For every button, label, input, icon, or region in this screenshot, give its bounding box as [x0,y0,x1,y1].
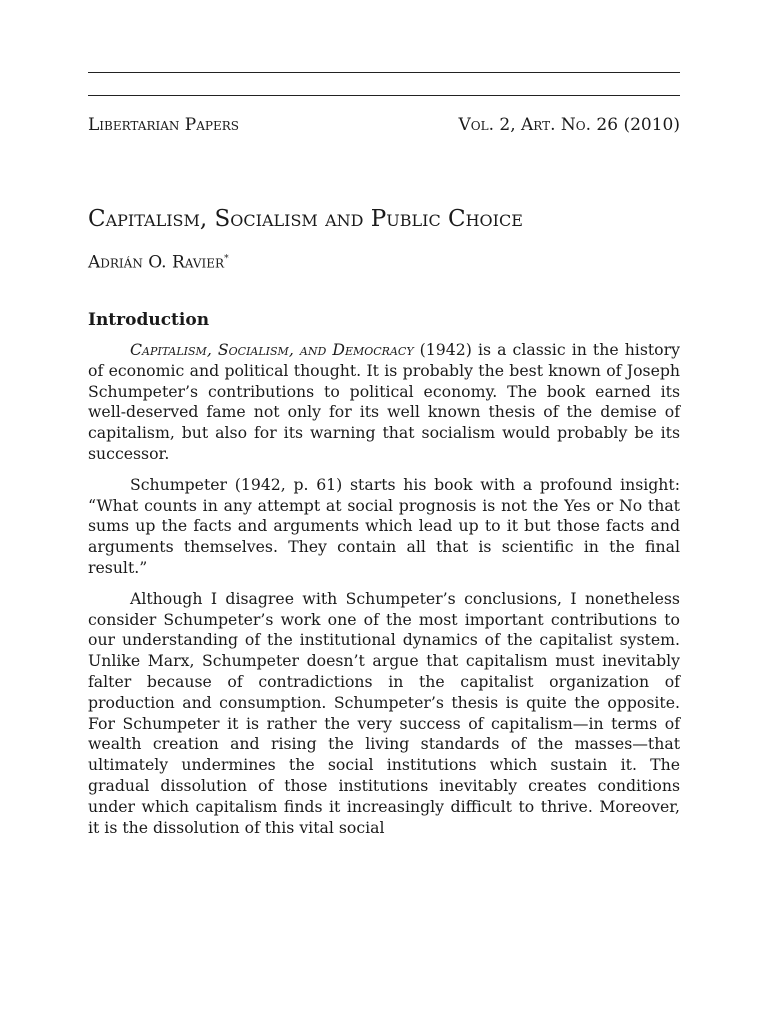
journal-name: Libertarian Papers [88,115,239,135]
paragraph-3: Although I disagree with Schumpeter’s conclusions, I nonetheless consider Schumpeter’s work one of the most important contributions to our understanding of the institutional dynamics of the capitalist system. Unlike Marx, Schumpeter doesn’t argue that capitalism must inevitably falter because of contradictions in the capitalist organization of production and consumption. Schumpeter’s thesis is quite the opposite. For Schumpeter it is rather the very success of capitalism—in terms of wealth creation and rising the living standards of the masses—that ultimately undermines the social institutions which sustain it. The gradual dissolution of those institutions inevitably creates conditions under which capitalism finds it increasingly difficult to thrive. Moreover, it is the dissolution of this vital social [88,588,680,837]
top-rule [88,72,680,73]
running-head [88,113,680,137]
paragraph-text: (1942) is a classic in the history of economic and political thought. It is probably the best known of Joseph Schumpeter’s contributions to political economy. The book earned its well-deserved fame not only for its well known thesis of the demise of capitalism, but also for its warning that socialism would probably be its successor. [88,340,680,463]
volume-info: Vol. 2, Art. No. 26 (2010) [458,115,680,135]
author-line [88,247,229,275]
book-title: Capitalism, Socialism, and Democracy [130,340,414,359]
article-body [88,340,680,848]
header-rule [88,95,680,96]
paragraph-1 [88,340,680,465]
author-footnote-mark: * [224,254,229,264]
paragraph-2: Schumpeter (1942, p. 61) starts his book with a profound insight: “What counts in any attempt at social prognosis is not the Yes or No that sums up the facts and arguments which lead up to it but those facts and arguments themselves. They contain all that is scientific in the final result.” [88,474,680,577]
section-heading: Introduction [88,310,210,330]
author-name: Adrián O. Ravier [88,252,225,273]
article-title: Capitalism, Socialism and Public Choice [88,206,523,232]
